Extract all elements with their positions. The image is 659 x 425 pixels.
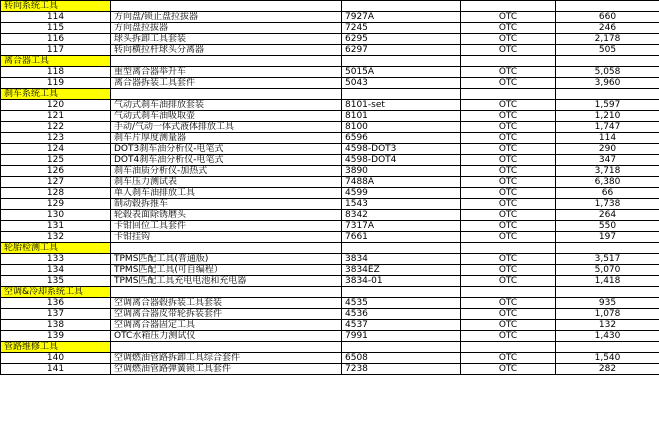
part-number-cell: 6596 bbox=[342, 133, 461, 144]
brand-cell: OTC bbox=[461, 34, 556, 45]
part-number-cell: 6295 bbox=[342, 34, 461, 45]
price-cell: 5,058 bbox=[556, 67, 659, 78]
item-number-cell: 120 bbox=[1, 100, 111, 111]
item-number-cell: 117 bbox=[1, 45, 111, 56]
price-cell: 1,210 bbox=[556, 111, 659, 122]
price-cell: 3,517 bbox=[556, 254, 659, 265]
item-number-cell: 139 bbox=[1, 331, 111, 342]
price-cell: 246 bbox=[556, 23, 659, 34]
part-number-cell: 4537 bbox=[342, 320, 461, 331]
item-number-cell: 133 bbox=[1, 254, 111, 265]
item-number-cell: 137 bbox=[1, 309, 111, 320]
part-number-cell: 1543 bbox=[342, 199, 461, 210]
part-number-cell: 5015A bbox=[342, 67, 461, 78]
tool-name-cell: 单人刹车油排放工具 bbox=[111, 188, 342, 199]
item-number-cell: 118 bbox=[1, 67, 111, 78]
item-number-cell: 121 bbox=[1, 111, 111, 122]
item-number-cell: 135 bbox=[1, 276, 111, 287]
section-header-empty-cell bbox=[342, 287, 461, 298]
item-number-cell: 124 bbox=[1, 144, 111, 155]
part-number-cell: 7317A bbox=[342, 221, 461, 232]
brand-cell: OTC bbox=[461, 232, 556, 243]
table-row bbox=[1, 210, 659, 221]
brand-cell: OTC bbox=[461, 78, 556, 89]
price-cell: 1,078 bbox=[556, 309, 659, 320]
section-header-empty-cell bbox=[461, 243, 556, 254]
table-row bbox=[1, 298, 659, 309]
price-cell: 66 bbox=[556, 188, 659, 199]
price-cell: 114 bbox=[556, 133, 659, 144]
section-header-empty-cell bbox=[342, 56, 461, 67]
section-header-empty-cell bbox=[556, 56, 659, 67]
section-header-empty-cell bbox=[342, 1, 461, 12]
section-title: 离合器工具 bbox=[1, 56, 111, 67]
price-cell: 550 bbox=[556, 221, 659, 232]
tool-name-cell: 球头拆卸工具套装 bbox=[111, 34, 342, 45]
part-number-cell: 7488A bbox=[342, 177, 461, 188]
section-header-empty-cell bbox=[556, 287, 659, 298]
table-row bbox=[1, 331, 659, 342]
table-row bbox=[1, 199, 659, 210]
item-number-cell: 122 bbox=[1, 122, 111, 133]
item-number-cell: 138 bbox=[1, 320, 111, 331]
price-cell: 1,418 bbox=[556, 276, 659, 287]
tool-name-cell: TPMS匹配工具(普通版) bbox=[111, 254, 342, 265]
brand-cell: OTC bbox=[461, 45, 556, 56]
table-row bbox=[1, 100, 659, 111]
part-number-cell: 8342 bbox=[342, 210, 461, 221]
part-number-cell: 7927A bbox=[342, 12, 461, 23]
tool-name-cell: 刹车压力测试表 bbox=[111, 177, 342, 188]
price-cell: 1,597 bbox=[556, 100, 659, 111]
table-row bbox=[1, 276, 659, 287]
brand-cell: OTC bbox=[461, 188, 556, 199]
tool-name-cell: 方向盘/锁止盘拉拔器 bbox=[111, 12, 342, 23]
price-cell: 2,178 bbox=[556, 34, 659, 45]
tool-name-cell: 刹车片厚度测量器 bbox=[111, 133, 342, 144]
tool-name-cell: 刹车油质分析仪-加热式 bbox=[111, 166, 342, 177]
section-title: 转向系统工具 bbox=[1, 1, 111, 12]
item-number-cell: 128 bbox=[1, 188, 111, 199]
price-cell: 1,738 bbox=[556, 199, 659, 210]
table-row bbox=[1, 309, 659, 320]
brand-cell: OTC bbox=[461, 23, 556, 34]
table-row bbox=[1, 34, 659, 45]
tool-name-cell: 空调离合器毂拆装工具套装 bbox=[111, 298, 342, 309]
tool-name-cell: 卡钳回位工具套件 bbox=[111, 221, 342, 232]
section-header-empty-cell bbox=[556, 89, 659, 100]
brand-cell: OTC bbox=[461, 221, 556, 232]
section-header-empty-cell bbox=[111, 1, 342, 12]
section-title: 空调&冷却系统工具 bbox=[1, 287, 111, 298]
part-number-cell: 7661 bbox=[342, 232, 461, 243]
section-header-empty-cell bbox=[111, 89, 342, 100]
price-cell: 3,960 bbox=[556, 78, 659, 89]
section-header-empty-cell bbox=[461, 89, 556, 100]
section-header-empty-cell bbox=[461, 56, 556, 67]
price-cell: 6,380 bbox=[556, 177, 659, 188]
section-header-empty-cell bbox=[461, 287, 556, 298]
table-row bbox=[1, 254, 659, 265]
part-number-cell: 8101-set bbox=[342, 100, 461, 111]
part-number-cell: 3890 bbox=[342, 166, 461, 177]
tool-name-cell: 方向盘拉拔器 bbox=[111, 23, 342, 34]
tool-name-cell: 转向横拉杆球头分离器 bbox=[111, 45, 342, 56]
tool-name-cell: 气动式刹车油吸取壶 bbox=[111, 111, 342, 122]
brand-cell: OTC bbox=[461, 353, 556, 364]
brand-cell: OTC bbox=[461, 100, 556, 111]
brand-cell: OTC bbox=[461, 210, 556, 221]
table-row bbox=[1, 221, 659, 232]
tool-name-cell: 气动式刹车油排放套装 bbox=[111, 100, 342, 111]
price-cell: 660 bbox=[556, 12, 659, 23]
section-header-row bbox=[1, 342, 659, 353]
part-number-cell: 6297 bbox=[342, 45, 461, 56]
part-number-cell: 8100 bbox=[342, 122, 461, 133]
section-header-empty-cell bbox=[111, 287, 342, 298]
section-header-empty-cell bbox=[461, 1, 556, 12]
price-cell: 264 bbox=[556, 210, 659, 221]
price-cell: 935 bbox=[556, 298, 659, 309]
tool-name-cell: 空调离合器皮带轮拆装套件 bbox=[111, 309, 342, 320]
item-number-cell: 114 bbox=[1, 12, 111, 23]
table-row bbox=[1, 320, 659, 331]
brand-cell: OTC bbox=[461, 67, 556, 78]
table-row bbox=[1, 111, 659, 122]
price-list-body bbox=[1, 1, 659, 375]
part-number-cell: 3834 bbox=[342, 254, 461, 265]
tool-name-cell: 制动毂拆推车 bbox=[111, 199, 342, 210]
table-row bbox=[1, 155, 659, 166]
section-header-empty-cell bbox=[556, 342, 659, 353]
item-number-cell: 119 bbox=[1, 78, 111, 89]
price-cell: 3,718 bbox=[556, 166, 659, 177]
table-row bbox=[1, 188, 659, 199]
table-row bbox=[1, 166, 659, 177]
price-cell: 1,747 bbox=[556, 122, 659, 133]
price-cell: 1,430 bbox=[556, 331, 659, 342]
tool-name-cell: TPMS匹配工具充电电池和充电器 bbox=[111, 276, 342, 287]
tool-name-cell: 离合器拆装工具套件 bbox=[111, 78, 342, 89]
section-header-row bbox=[1, 287, 659, 298]
price-cell: 197 bbox=[556, 232, 659, 243]
part-number-cell: 4599 bbox=[342, 188, 461, 199]
section-header-empty-cell bbox=[111, 56, 342, 67]
part-number-cell: 3834-01 bbox=[342, 276, 461, 287]
tool-name-cell: 重型离合器举升车 bbox=[111, 67, 342, 78]
brand-cell: OTC bbox=[461, 254, 556, 265]
section-header-empty-cell bbox=[342, 243, 461, 254]
section-header-empty-cell bbox=[461, 342, 556, 353]
tool-name-cell: OTC水箱压力测试仪 bbox=[111, 331, 342, 342]
brand-cell: OTC bbox=[461, 12, 556, 23]
item-number-cell: 126 bbox=[1, 166, 111, 177]
tool-name-cell: 卡钳挂钩 bbox=[111, 232, 342, 243]
part-number-cell: 7245 bbox=[342, 23, 461, 34]
item-number-cell: 115 bbox=[1, 23, 111, 34]
table-row bbox=[1, 364, 659, 375]
item-number-cell: 130 bbox=[1, 210, 111, 221]
brand-cell: OTC bbox=[461, 177, 556, 188]
price-cell: 505 bbox=[556, 45, 659, 56]
tool-name-cell: TPMS匹配工具(可自编程） bbox=[111, 265, 342, 276]
section-title: 轮胎检测工具 bbox=[1, 243, 111, 254]
brand-cell: OTC bbox=[461, 122, 556, 133]
brand-cell: OTC bbox=[461, 320, 556, 331]
table-row bbox=[1, 45, 659, 56]
section-header-row bbox=[1, 1, 659, 12]
section-header-row bbox=[1, 56, 659, 67]
table-row bbox=[1, 353, 659, 364]
brand-cell: OTC bbox=[461, 276, 556, 287]
item-number-cell: 134 bbox=[1, 265, 111, 276]
section-header-empty-cell bbox=[111, 243, 342, 254]
section-header-row bbox=[1, 89, 659, 100]
table-row bbox=[1, 144, 659, 155]
brand-cell: OTC bbox=[461, 298, 556, 309]
part-number-cell: 6508 bbox=[342, 353, 461, 364]
item-number-cell: 136 bbox=[1, 298, 111, 309]
item-number-cell: 125 bbox=[1, 155, 111, 166]
part-number-cell: 7238 bbox=[342, 364, 461, 375]
tool-name-cell: DOT4刹车油分析仪-电笔式 bbox=[111, 155, 342, 166]
price-cell: 5,070 bbox=[556, 265, 659, 276]
brand-cell: OTC bbox=[461, 331, 556, 342]
price-cell: 347 bbox=[556, 155, 659, 166]
part-number-cell: 4598-DOT3 bbox=[342, 144, 461, 155]
brand-cell: OTC bbox=[461, 309, 556, 320]
brand-cell: OTC bbox=[461, 155, 556, 166]
brand-cell: OTC bbox=[461, 265, 556, 276]
price-cell: 132 bbox=[556, 320, 659, 331]
table-row bbox=[1, 232, 659, 243]
section-header-empty-cell bbox=[556, 243, 659, 254]
section-header-empty-cell bbox=[342, 342, 461, 353]
part-number-cell: 4535 bbox=[342, 298, 461, 309]
item-number-cell: 132 bbox=[1, 232, 111, 243]
section-header-row bbox=[1, 243, 659, 254]
tool-name-cell: 空调离合器固定工具 bbox=[111, 320, 342, 331]
tool-name-cell: 空调燃油管路拆卸工具综合套件 bbox=[111, 353, 342, 364]
part-number-cell: 4536 bbox=[342, 309, 461, 320]
part-number-cell: 3834EZ bbox=[342, 265, 461, 276]
tool-name-cell: 轮毂表面除锈磨头 bbox=[111, 210, 342, 221]
table-row bbox=[1, 67, 659, 78]
price-cell: 290 bbox=[556, 144, 659, 155]
table-row bbox=[1, 265, 659, 276]
tool-name-cell: 空调燃油管路弹簧锁工具套件 bbox=[111, 364, 342, 375]
brand-cell: OTC bbox=[461, 111, 556, 122]
price-cell: 282 bbox=[556, 364, 659, 375]
tool-name-cell: DOT3刹车油分析仪-电笔式 bbox=[111, 144, 342, 155]
part-number-cell: 4598-DOT4 bbox=[342, 155, 461, 166]
section-title: 管路维修工具 bbox=[1, 342, 111, 353]
table-row bbox=[1, 23, 659, 34]
section-header-empty-cell bbox=[111, 342, 342, 353]
table-row bbox=[1, 133, 659, 144]
item-number-cell: 123 bbox=[1, 133, 111, 144]
item-number-cell: 141 bbox=[1, 364, 111, 375]
table-row bbox=[1, 78, 659, 89]
section-title: 刹车系统工具 bbox=[1, 89, 111, 100]
section-header-empty-cell bbox=[342, 89, 461, 100]
brand-cell: OTC bbox=[461, 364, 556, 375]
brand-cell: OTC bbox=[461, 144, 556, 155]
table-row bbox=[1, 122, 659, 133]
part-number-cell: 5043 bbox=[342, 78, 461, 89]
brand-cell: OTC bbox=[461, 133, 556, 144]
part-number-cell: 7991 bbox=[342, 331, 461, 342]
item-number-cell: 131 bbox=[1, 221, 111, 232]
part-number-cell: 8101 bbox=[342, 111, 461, 122]
brand-cell: OTC bbox=[461, 199, 556, 210]
brand-cell: OTC bbox=[461, 166, 556, 177]
section-header-empty-cell bbox=[556, 1, 659, 12]
item-number-cell: 116 bbox=[1, 34, 111, 45]
item-number-cell: 127 bbox=[1, 177, 111, 188]
table-row bbox=[1, 177, 659, 188]
item-number-cell: 129 bbox=[1, 199, 111, 210]
tool-name-cell: 手动/气动一体式液体排放工具 bbox=[111, 122, 342, 133]
item-number-cell: 140 bbox=[1, 353, 111, 364]
price-cell: 1,540 bbox=[556, 353, 659, 364]
table-row bbox=[1, 12, 659, 23]
